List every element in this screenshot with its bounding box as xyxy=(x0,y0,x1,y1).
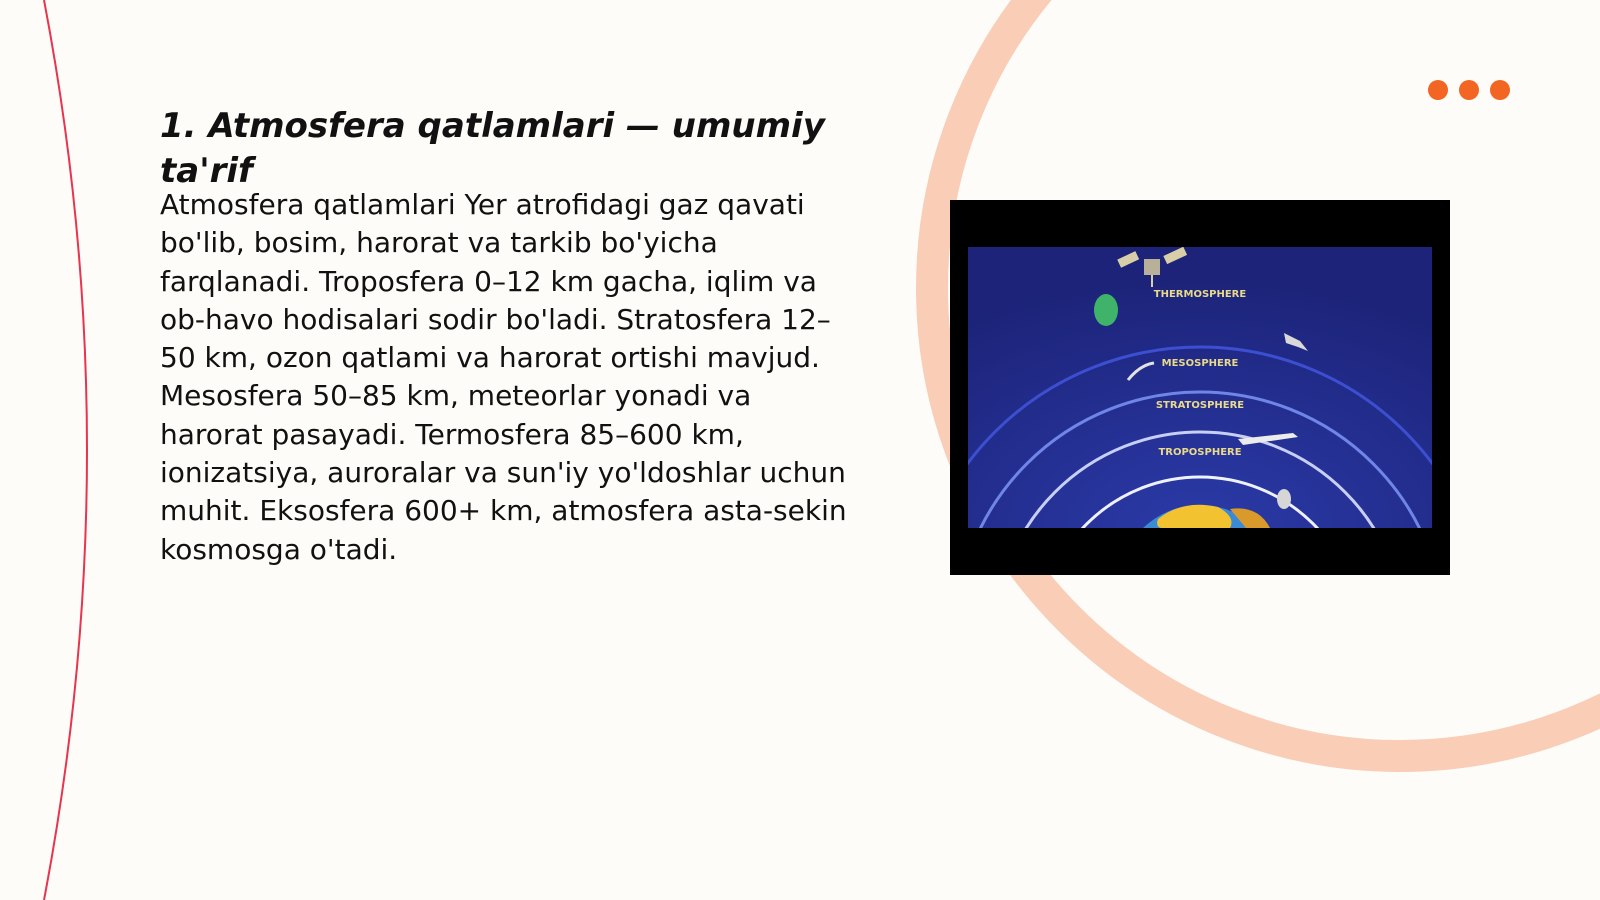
dot-icon xyxy=(1490,80,1510,100)
aurora-balloon-icon xyxy=(1094,294,1118,326)
mesosphere-label: MESOSPHERE xyxy=(1161,358,1239,369)
menu-dots-icon xyxy=(1428,80,1510,100)
hot-air-balloon-icon xyxy=(1277,489,1291,509)
slide-title: 1. Atmosfera qatlamlari — umumiy ta'rif xyxy=(160,106,825,191)
slide-body-text: Atmosfera qatlamlari Yer atrofidagi gaz qavati bo'lib, bosim, harorat va tarkib bo'yicha farqlanadi. Troposfera 0–12 km gacha, iqlim va ob-havo hodisalari sodir bo'ladi. Stratosfera 12–50 km, ozon qatlami va harorat ortishi mavjud. Mesosfera 50–85 km, meteorlar yonadi va harorat pasayadi. Termosfera 85–600 km, ionizatsiya, auroralar va sun'iy yo'ldoshlar uchun muhit. Eksosfera 600+ km, atmosfera asta-sekin kosmosga o'tadi. xyxy=(160,188,847,566)
thermosphere-label: THERMOSPHERE xyxy=(1153,289,1247,300)
stratosphere-label: STRATOSPHERE xyxy=(1155,400,1245,411)
atmosphere-layers-image xyxy=(950,200,1450,575)
dot-icon xyxy=(1428,80,1448,100)
atmosphere-diagram xyxy=(968,247,1432,528)
troposphere-label: TROPOSPHERE xyxy=(1158,447,1242,458)
dot-icon xyxy=(1459,80,1479,100)
left-red-line xyxy=(44,0,87,900)
